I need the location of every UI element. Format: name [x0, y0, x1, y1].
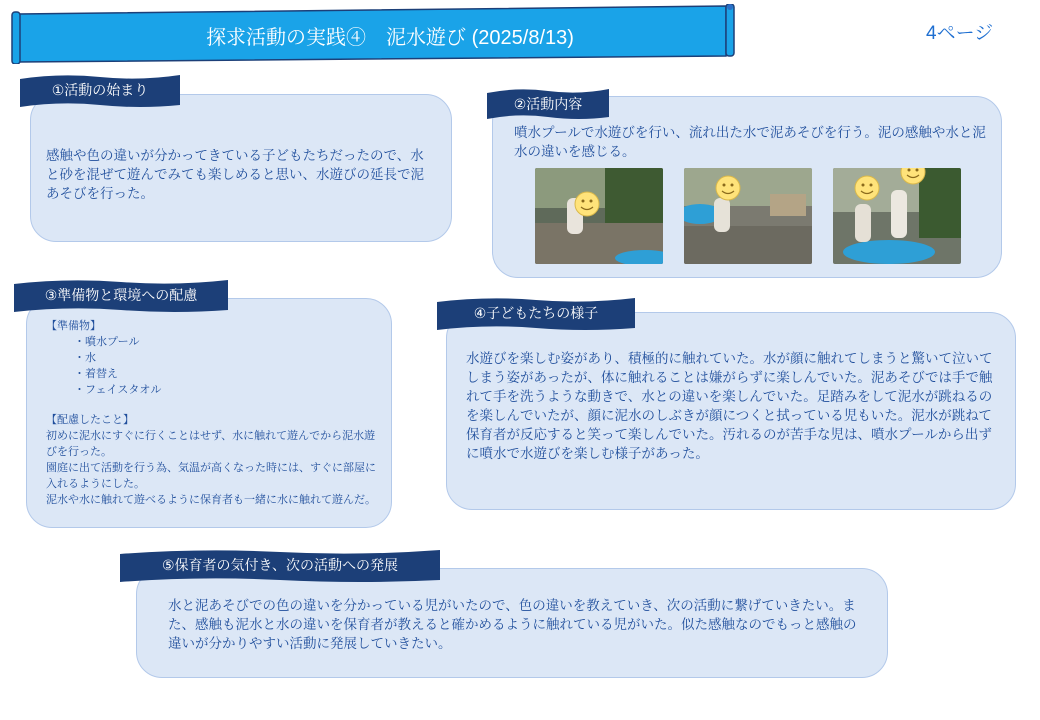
page-number: 4ページ [926, 23, 994, 44]
activity-photo-1 [535, 168, 663, 264]
section-label: ②活動内容 [513, 97, 583, 113]
care-item: 泥水や水に触れて遊べるように保育者も一緒に水に触れて遊んだ。 [46, 493, 376, 506]
activity-content-text: 噴水プールで水遊びを行い、流れ出た水で泥あそびを行う。泥の感触や水と泥水の違いを感じる。 [514, 125, 986, 160]
title-banner [10, 4, 738, 64]
page-title: 探求活動の実践④ 泥水遊び (2025/8/13) [206, 27, 574, 49]
section-header-reflection [120, 548, 440, 580]
prep-heading: 【準備物】 [46, 319, 101, 332]
activity-photo-2 [684, 168, 812, 264]
section-header-activity-content [487, 87, 609, 119]
section-label: ④子どもたちの様子 [473, 306, 599, 322]
section-header-preparation [14, 278, 228, 310]
prep-item: ・フェイスタオル [74, 383, 162, 396]
preparation-list [46, 318, 376, 508]
children-text: 水遊びを楽しむ姿があり、積極的に触れていた。水が顔に触れてしまうと驚いて泣いてしまう姿があったが、体に触れることは嫌がらずに楽しんでいた。泥あそびでは手で触れて手を洗うような動きで、水との違いを楽しんでいた。足踏みをして泥水が跳ねるのを楽しんでいたが、顔に泥水のしぶきが顔につくと拭っている児もいた。泥水が跳ねて保育者が反応すると笑って楽しんでいた。汚れるのが苦手な児は、噴水プールから出ずに噴水で水遊びを楽しむ様子があった。 [466, 351, 993, 462]
care-item: 園庭に出て活動を行う為、気温が高くなった時には、すぐに部屋に入れるようにした。 [46, 461, 376, 490]
prep-item: ・着替え [74, 367, 118, 380]
section-label: ⑤保育者の気付き、次の活動への発展 [162, 558, 398, 574]
prep-item: ・噴水プール [74, 335, 140, 348]
smiley-face-icon [575, 192, 599, 216]
smiley-face-icon [855, 176, 879, 200]
reflection-text: 水と泥あそびでの色の違いを分かっている児がいたので、色の違いを教えていき、次の活動に繋げていきたい。また、感触も泥水と水の違いを保育者が教えると確かめるように触れている児がいた。似た感触なのでもっと感触の違いが分かりやすい活動に発展していきたい。 [168, 598, 857, 652]
care-heading: 【配慮したこと】 [46, 413, 134, 426]
care-item: 初めに泥水にすぐに行くことはせず、水に触れて遊んでから泥水遊びを行った。 [46, 429, 376, 458]
activity-photo-3 [833, 168, 961, 264]
activity-start-text: 感触や色の違いが分かってきている子どもたちだったので、水と砂を混ぜて遊んでみても楽しめると思い、水遊びの延長で泥あそびを行った。 [46, 148, 424, 202]
section-label: ③準備物と環境への配慮 [44, 288, 198, 304]
smiley-face-icon [716, 176, 740, 200]
section-label: ①活動の始まり [51, 83, 149, 99]
section-header-activity-start [20, 73, 180, 105]
prep-item: ・水 [74, 351, 96, 364]
section-header-children [437, 296, 635, 328]
